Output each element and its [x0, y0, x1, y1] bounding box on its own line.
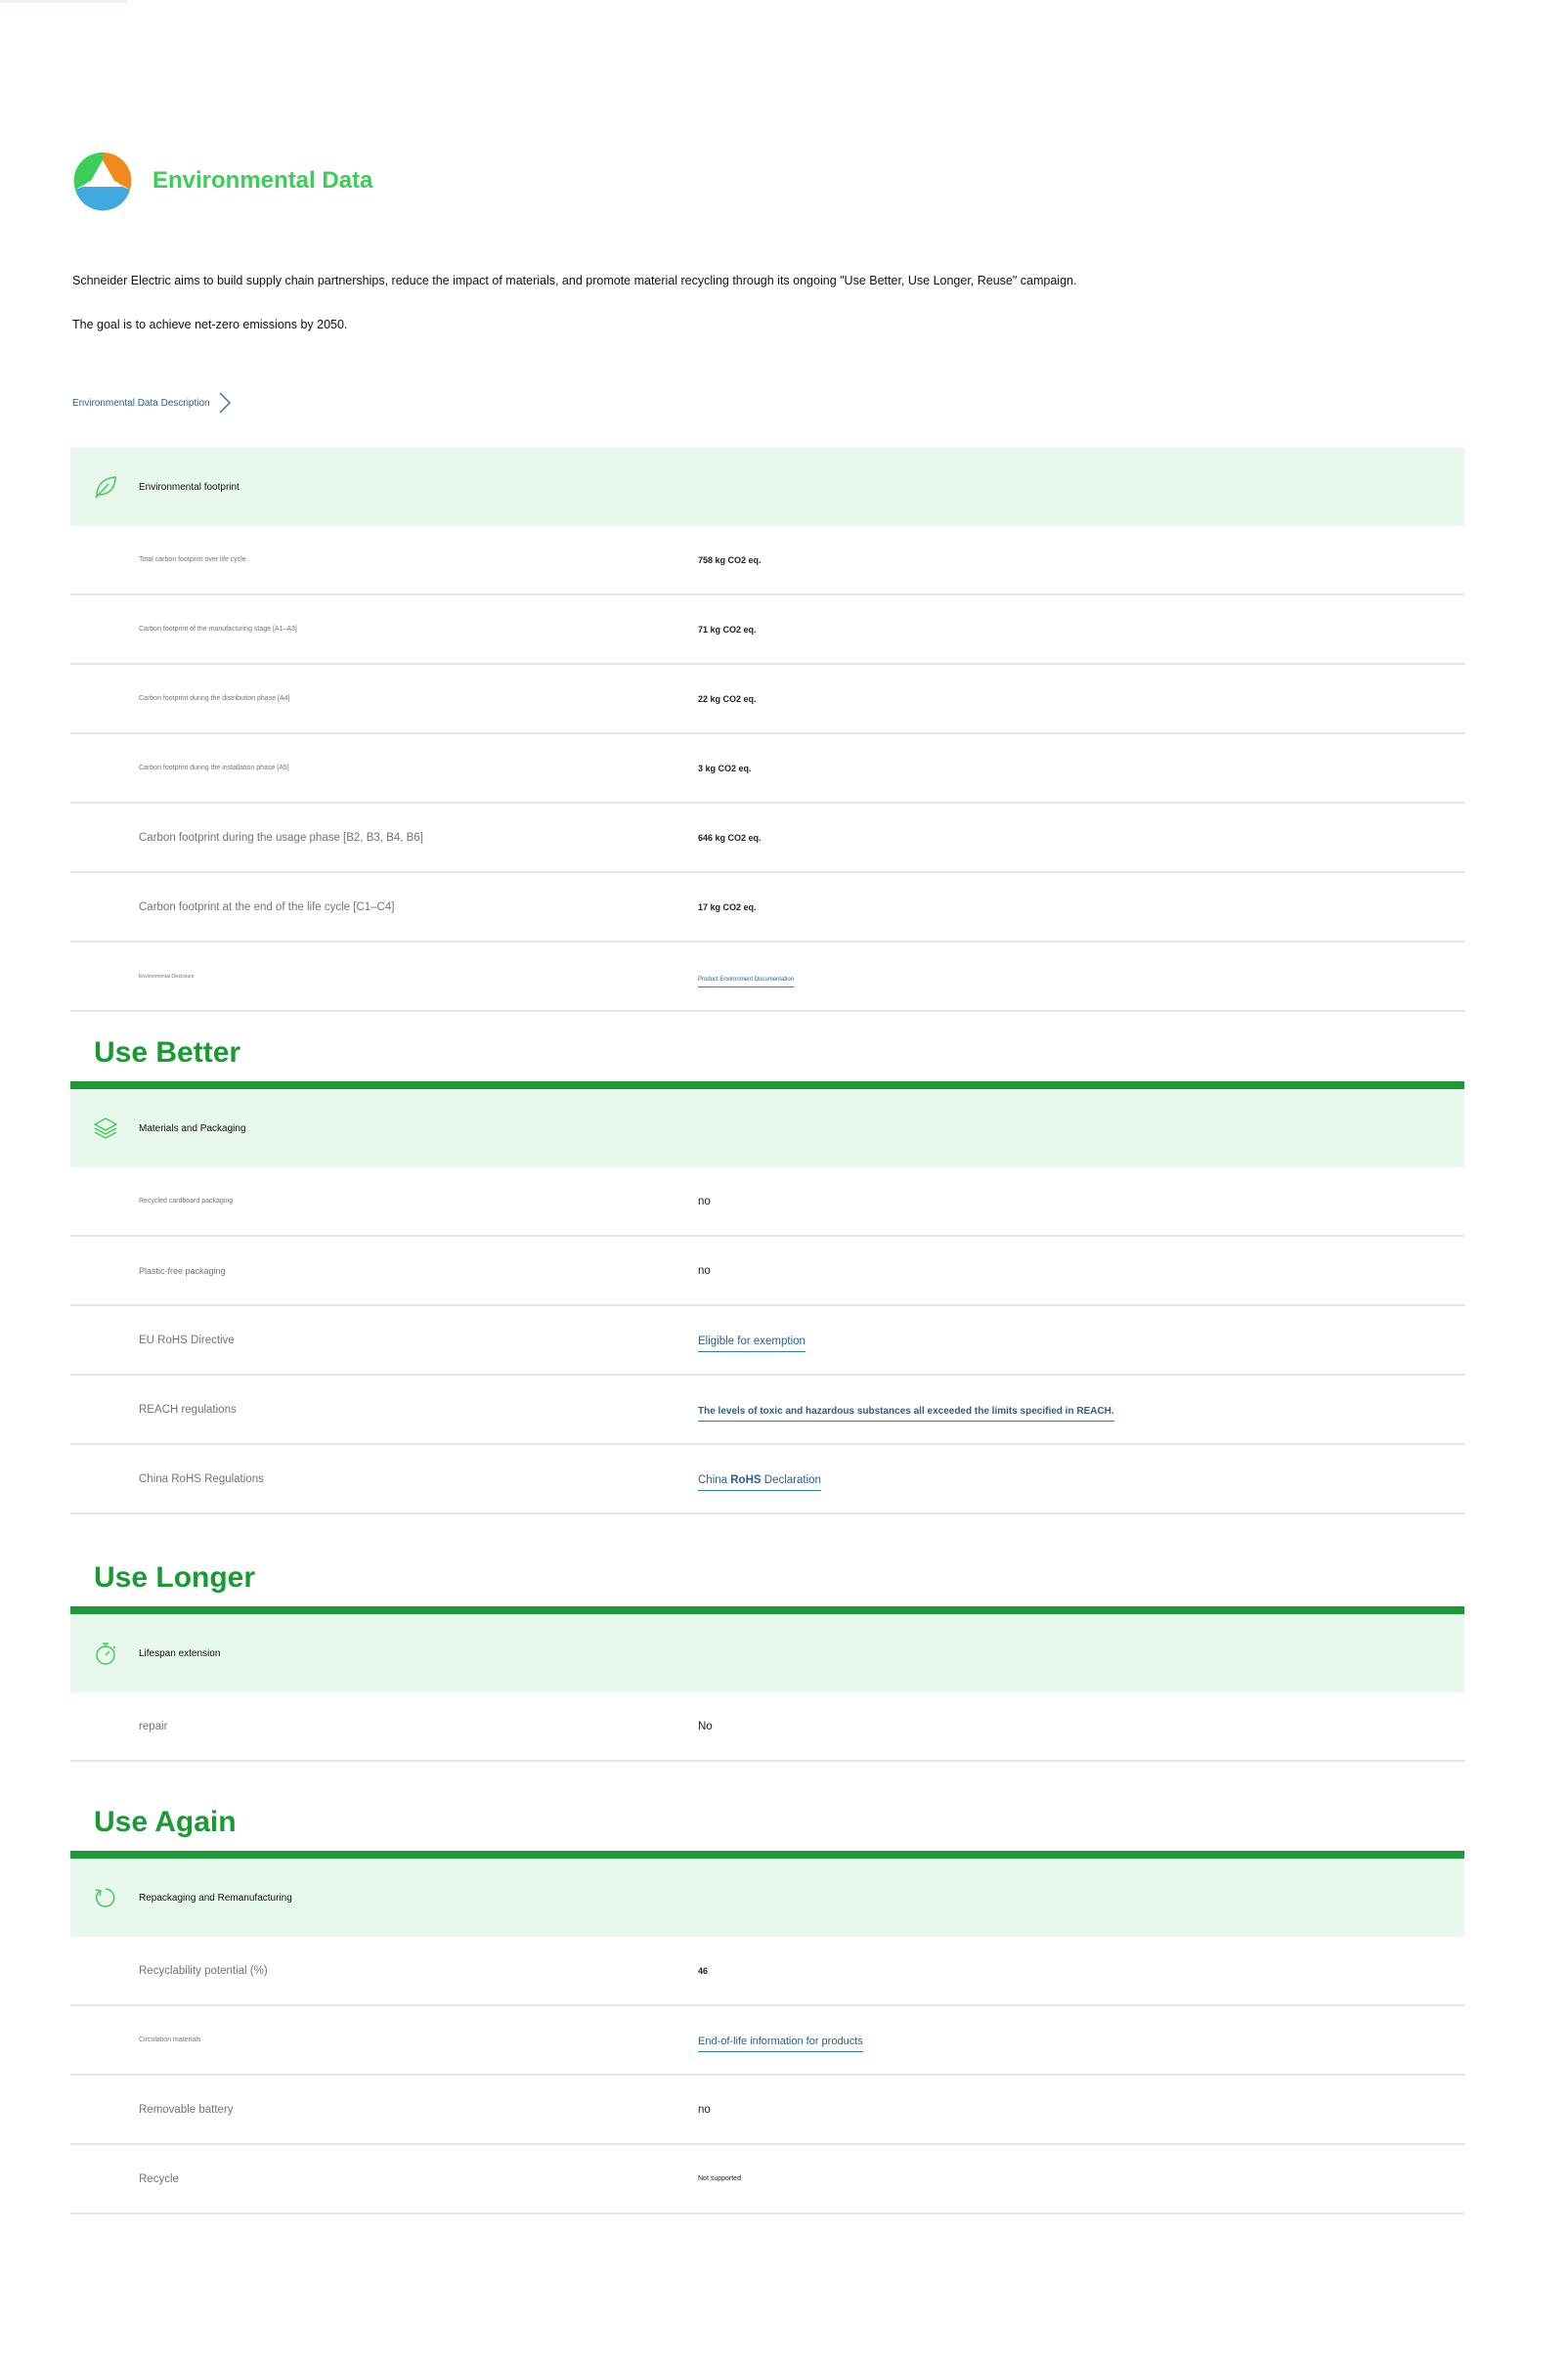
table-row	[70, 1237, 1464, 1306]
row-label: Circulation materials	[139, 2037, 201, 2043]
row-value: No	[698, 1720, 713, 1732]
row-value	[698, 1332, 806, 1349]
row-value: no	[698, 1264, 711, 1277]
reach-regulations-link[interactable]: The levels of toxic and hazardous substances all exceeded the limits specified in REACH.	[698, 1406, 1114, 1422]
leaf-icon	[92, 473, 119, 501]
row-value	[698, 968, 794, 986]
row-value	[698, 1401, 1114, 1419]
table-row	[70, 2145, 1464, 2214]
section-divider	[70, 1851, 1464, 1859]
section-divider	[70, 1081, 1464, 1089]
row-label: Recyclability potential (%)	[139, 1964, 268, 1977]
environmental-data-description-link[interactable]	[72, 391, 232, 415]
group-header-environmental-footprint	[70, 448, 1464, 526]
use-again-section	[70, 1794, 1464, 2214]
row-label: EU RoHS Directive	[139, 1334, 235, 1346]
group-header-materials-packaging	[70, 1089, 1464, 1167]
row-value: 758 kg CO2 eq.	[698, 554, 762, 565]
end-of-life-information-link[interactable]: End-of-life information for products	[698, 2036, 863, 2052]
environmental-footprint-section	[70, 448, 1464, 1012]
china-rohs-declaration-link[interactable]	[698, 1474, 821, 1491]
row-label: Environmental Disclosure	[139, 973, 195, 980]
row-label: Total carbon footprint over life cycle	[139, 556, 246, 563]
row-label: repair	[139, 1720, 168, 1732]
page-title: Environmental Data	[152, 167, 373, 194]
row-value: 46	[698, 1965, 709, 1976]
row-value: 646 kg CO2 eq.	[698, 832, 762, 843]
row-label: Recycle	[139, 2172, 179, 2185]
row-label: Plastic-free packaging	[139, 1265, 226, 1276]
section-title: Use Again	[94, 1806, 237, 1838]
link-text: China	[698, 1473, 731, 1486]
chevron-right-icon	[218, 391, 232, 415]
table-row	[70, 595, 1464, 665]
table-row	[70, 1376, 1464, 1445]
row-value: no	[698, 1195, 711, 1207]
top-edge-mark	[0, 0, 127, 3]
row-label: China RoHS Regulations	[139, 1472, 264, 1485]
table-row	[70, 2006, 1464, 2076]
product-environment-documentation-link[interactable]: Product Environment Documentation	[698, 977, 794, 987]
link-text: Declaration	[761, 1473, 821, 1486]
table-row	[70, 526, 1464, 595]
group-header-label: Lifespan extension	[139, 1647, 221, 1659]
row-value: 71 kg CO2 eq.	[698, 624, 757, 635]
row-value	[698, 1470, 821, 1488]
table-row	[70, 1306, 1464, 1376]
group-header-label: Environmental footprint	[139, 481, 240, 493]
table-row	[70, 2076, 1464, 2145]
row-value: 22 kg CO2 eq.	[698, 693, 757, 704]
goal-paragraph: The goal is to achieve net-zero emissions by 2050.	[72, 318, 348, 331]
use-better-section	[70, 1025, 1464, 1514]
eu-rohs-exemption-link[interactable]: Eligible for exemption	[698, 1336, 806, 1352]
row-value: 3 kg CO2 eq.	[698, 763, 752, 773]
row-label: Carbon footprint during the usage phase [B2, B3, B4, B6]	[139, 831, 423, 844]
row-value: no	[698, 2103, 711, 2116]
table-row	[70, 1167, 1464, 1237]
row-label: Removable battery	[139, 2103, 234, 2116]
table-row	[70, 1937, 1464, 2006]
group-header-label: Materials and Packaging	[139, 1122, 246, 1134]
refresh-icon	[92, 1884, 119, 1911]
row-label: Recycled cardboard packaging	[139, 1198, 234, 1205]
row-value: 17 kg CO2 eq.	[698, 901, 757, 912]
table-row	[70, 734, 1464, 804]
description-link-label: Environmental Data Description	[72, 397, 210, 409]
table-row	[70, 665, 1464, 734]
page-header	[70, 149, 372, 213]
group-header-lifespan-extension	[70, 1614, 1464, 1692]
link-text-bold: RoHS	[730, 1473, 762, 1486]
row-label: Carbon footprint during the installation phase [A5]	[139, 765, 289, 771]
table-row	[70, 942, 1464, 1012]
section-divider	[70, 1606, 1464, 1614]
group-header-repackaging-remanufacturing	[70, 1859, 1464, 1937]
row-value: Not supported	[698, 2175, 741, 2182]
section-title: Use Longer	[94, 1561, 256, 1594]
table-row	[70, 1445, 1464, 1514]
layers-icon	[92, 1115, 119, 1142]
row-label: Carbon footprint at the end of the life cycle [C1–C4]	[139, 900, 395, 913]
environmental-data-logo-icon	[70, 149, 135, 213]
table-row	[70, 804, 1464, 873]
stopwatch-icon	[92, 1640, 119, 1667]
row-value	[698, 2032, 863, 2049]
group-header-label: Repackaging and Remanufacturing	[139, 1892, 292, 1904]
table-row	[70, 873, 1464, 942]
table-row	[70, 1692, 1464, 1762]
use-longer-section	[70, 1550, 1464, 1762]
row-label: Carbon footprint of the manufacturing stage [A1–A3]	[139, 626, 297, 633]
section-title: Use Better	[94, 1036, 241, 1069]
row-label: Carbon footprint during the distribution phase [A4]	[139, 695, 290, 702]
row-label: REACH regulations	[139, 1403, 237, 1416]
intro-paragraph: Schneider Electric aims to build supply chain partnerships, reduce the impact of materials, and promote material recycling through its ongoing "Use Better, Use Longer, Reuse" campaign.	[72, 274, 1077, 287]
